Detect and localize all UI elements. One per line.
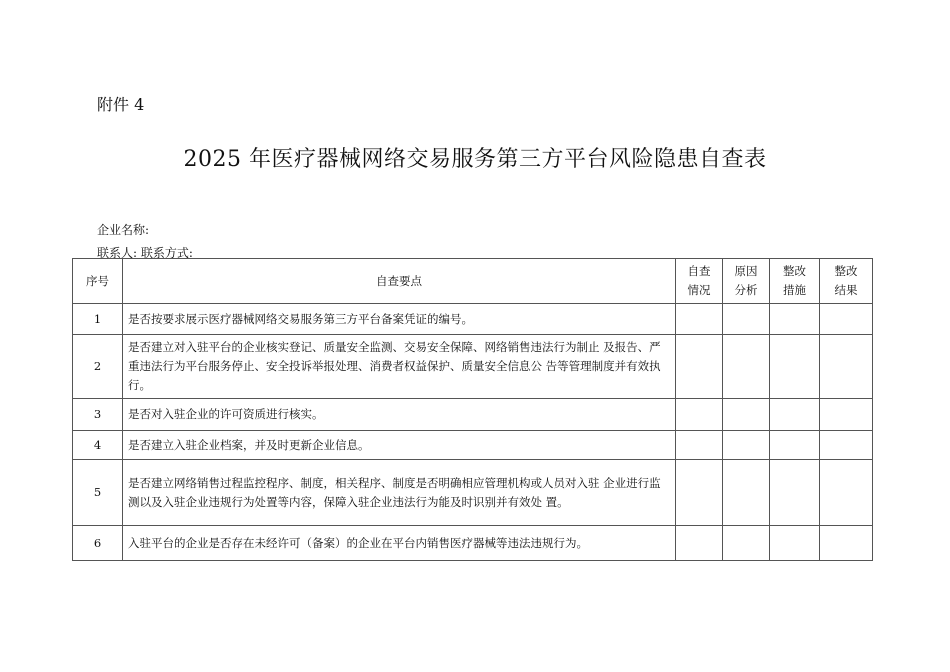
table-row <box>73 460 873 526</box>
cell-cause <box>723 304 770 335</box>
cell-status <box>676 526 723 561</box>
row-seq: 2 <box>73 335 123 399</box>
cell-measure <box>770 335 820 399</box>
page-title: 2025 年医疗器械网络交易服务第三方平台风险隐患自查表 <box>183 147 767 172</box>
row-seq: 3 <box>73 399 123 431</box>
row-item-text: 是否按要求展示医疗器械网络交易服务第三方平台备案凭证的编号。 <box>123 304 676 335</box>
table-row <box>73 304 873 335</box>
cell-measure <box>770 460 820 526</box>
table-header-row <box>73 259 873 304</box>
header-result-line1: 整改 <box>834 264 858 278</box>
cell-cause <box>723 335 770 399</box>
table-row <box>73 399 873 431</box>
cell-result <box>820 335 873 399</box>
cell-result <box>820 460 873 526</box>
cell-measure <box>770 526 820 561</box>
cell-cause <box>723 431 770 460</box>
header-item: 自查要点 <box>123 259 676 304</box>
row-item-text: 是否对入驻企业的许可资质进行核实。 <box>123 399 676 431</box>
header-cause-line1: 原因 <box>734 264 758 278</box>
row-seq: 6 <box>73 526 123 561</box>
header-status-line2: 情况 <box>687 283 711 297</box>
header-cause-line2: 分析 <box>734 283 758 297</box>
cell-cause <box>723 460 770 526</box>
cell-status <box>676 431 723 460</box>
row-seq: 1 <box>73 304 123 335</box>
header-result <box>820 259 873 304</box>
header-result-line2: 结果 <box>834 283 858 297</box>
cell-status <box>676 460 723 526</box>
header-seq: 序号 <box>73 259 123 304</box>
row-item-text: 入驻平台的企业是否存在未经许可（备案）的企业在平台内销售医疗器械等违法违规行为。 <box>123 526 676 561</box>
header-status-line1: 自查 <box>687 264 711 278</box>
table-row <box>73 526 873 561</box>
cell-cause <box>723 399 770 431</box>
table-row <box>73 335 873 399</box>
attachment-label: 附件 4 <box>97 95 145 114</box>
cell-measure <box>770 431 820 460</box>
cell-measure <box>770 399 820 431</box>
contact-info-label: 联系人: 联系方式: <box>97 246 193 260</box>
header-measure-line1: 整改 <box>783 264 806 278</box>
cell-cause <box>723 526 770 561</box>
row-item-text: 是否建立对入驻平台的企业核实登记、质量安全监测、交易安全保障、网络销售违法行为制止 及报告、严重违法行为平台服务停止、安全投诉举报处理、消费者权益保护、质量安全信息公 告等管理制度并有效执行。 <box>123 335 676 399</box>
cell-result <box>820 526 873 561</box>
cell-measure <box>770 304 820 335</box>
cell-result <box>820 304 873 335</box>
header-measure-line2: 措施 <box>783 283 806 297</box>
row-item-text: 是否建立入驻企业档案，并及时更新企业信息。 <box>123 431 676 460</box>
self-check-table <box>72 258 873 561</box>
row-seq: 4 <box>73 431 123 460</box>
row-seq: 5 <box>73 460 123 526</box>
header-status <box>676 259 723 304</box>
cell-result <box>820 431 873 460</box>
cell-status <box>676 335 723 399</box>
row-item-text: 是否建立网络销售过程监控程序、制度，相关程序、制度是否明确相应管理机构或人员对入驻 企业进行监测以及入驻企业违规行为处置等内容，保障入驻企业违法行为能及时识别并有效处 置。 <box>123 460 676 526</box>
header-cause <box>723 259 770 304</box>
cell-status <box>676 399 723 431</box>
cell-result <box>820 399 873 431</box>
cell-status <box>676 304 723 335</box>
header-measure <box>770 259 820 304</box>
table-row <box>73 431 873 460</box>
company-name-label: 企业名称: <box>97 223 150 237</box>
